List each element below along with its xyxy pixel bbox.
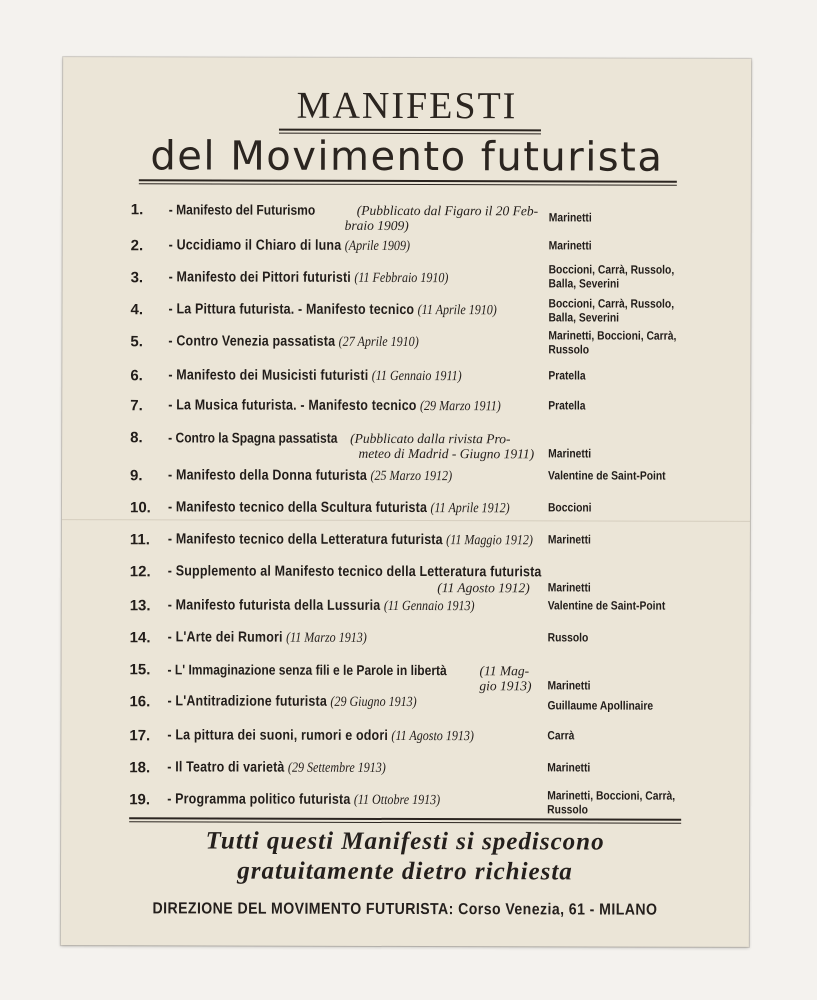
item-authors: Pratella xyxy=(548,368,586,383)
list-item xyxy=(129,788,689,817)
item-title: - Manifesto tecnico della Letteratura futurista xyxy=(167,531,443,549)
item-title: - Manifesto del Futurismo xyxy=(168,201,316,218)
item-date: (Aprile 1909) xyxy=(344,238,411,255)
item-date: (Pubblicato dalla rivista Pro- xyxy=(350,430,511,447)
list-item xyxy=(129,727,689,745)
item-number: 15. xyxy=(129,661,151,679)
list-item xyxy=(130,296,691,325)
item-number: 1. xyxy=(130,201,144,219)
item-date: (29 Settembre 1913) xyxy=(287,760,386,776)
list-item xyxy=(130,328,690,357)
item-authors: Marinetti, Boccioni, Carrà, Russolo xyxy=(547,788,676,817)
item-date: (29 Marzo 1911) xyxy=(420,399,501,415)
list-item xyxy=(130,237,691,255)
item-number: 10. xyxy=(129,499,151,517)
item-date: (11 Maggio 1912) xyxy=(446,533,533,549)
item-authors: Carrà xyxy=(547,728,575,743)
item-title: - La pittura dei suoni, rumori e odori xyxy=(167,727,389,744)
item-authors: Boccioni xyxy=(547,500,592,515)
item-number: 16. xyxy=(129,693,151,711)
item-authors: Guillaume Apollinaire xyxy=(547,698,654,713)
item-date: (11 Gennaio 1911) xyxy=(371,368,462,385)
list-item xyxy=(130,262,691,291)
item-authors: Marinetti xyxy=(547,760,591,775)
item-title: - Contro la Spagna passatista xyxy=(168,429,338,446)
footer-address xyxy=(102,900,707,920)
item-number: 12. xyxy=(129,563,151,581)
item-authors: Valentine de Saint-Point xyxy=(548,468,666,483)
item-date: (11 Ottobre 1913) xyxy=(353,792,441,809)
item-number: 2. xyxy=(130,237,144,255)
item-title: - L'Arte dei Rumori xyxy=(167,629,283,646)
item-title: - La Pittura futurista. - Manifesto tecnico xyxy=(168,301,415,319)
item-date: (25 Marzo 1912) xyxy=(370,468,453,485)
item-title: - Manifesto futurista della Lussuria xyxy=(167,597,381,614)
list-item xyxy=(130,429,690,462)
main-title: MANIFESTI xyxy=(296,84,518,128)
item-title: - Manifesto dei Pittori futuristi xyxy=(168,269,351,286)
item-date: (11 Aprile 1912) xyxy=(430,501,510,517)
item-authors: Marinetti xyxy=(547,532,591,547)
item-authors: Boccioni, Carrà, Russolo, Balla, Severini xyxy=(548,262,675,291)
item-authors: Marinetti xyxy=(547,580,591,595)
item-number: 4. xyxy=(130,301,144,319)
item-authors: Marinetti, Boccioni, Carrà, Russolo xyxy=(548,328,677,357)
item-authors: Marinetti xyxy=(548,238,592,253)
subtitle-rule xyxy=(139,179,677,185)
list-item xyxy=(129,499,690,517)
list-item xyxy=(129,759,689,777)
item-date: (11 Agosto 1913) xyxy=(391,728,474,745)
item-title: - Manifesto tecnico della Scultura futurista xyxy=(167,499,428,517)
list-item xyxy=(130,467,690,485)
item-number: 7. xyxy=(130,397,143,415)
item-number: 6. xyxy=(130,367,143,385)
item-number: 14. xyxy=(129,629,151,647)
list-item xyxy=(130,397,690,415)
item-authors: Marinetti xyxy=(548,446,592,461)
item-date: (11 Mag- xyxy=(479,663,530,679)
item-title: - Supplemento al Manifesto tecnico della Letteratura futurista xyxy=(167,563,542,581)
item-title: - Manifesto dei Musicisti futuristi xyxy=(168,367,369,384)
item-title: - Il Teatro di varietà xyxy=(167,759,285,776)
list-item xyxy=(129,531,690,549)
item-authors: Pratella xyxy=(548,398,586,413)
item-title: - L'Antitradizione futurista xyxy=(167,693,328,710)
item-title: - Contro Venezia passatista xyxy=(168,333,336,350)
subtitle: del Movimento futurista xyxy=(150,133,664,181)
item-number: 18. xyxy=(129,759,151,777)
item-date: (Pubblicato dal Figaro il 20 Feb- xyxy=(356,202,539,219)
footer-line-1: Tutti questi Manifesti si spediscono xyxy=(205,827,605,856)
item-number: 11. xyxy=(129,531,150,549)
item-date-cont: braio 1909) xyxy=(344,217,409,234)
item-date: (11 Febbraio 1910) xyxy=(354,270,449,287)
manifesto-sheet xyxy=(61,57,751,947)
list-item xyxy=(129,629,690,647)
item-authors: Valentine de Saint-Point xyxy=(547,598,666,613)
list-item xyxy=(129,693,689,713)
footer-direction: DIREZIONE DEL MOVIMENTO FUTURISTA: xyxy=(152,900,454,919)
item-date-cont: meteo di Madrid - Giugno 1911) xyxy=(358,445,535,462)
item-number: 3. xyxy=(130,269,144,287)
item-date: (11 Aprile 1910) xyxy=(417,303,497,319)
item-title: - L' Immaginazione senza fili e le Parole in libertà xyxy=(167,661,447,679)
item-number: 9. xyxy=(130,467,143,485)
footer-line-2: gratuitamente dietro richiesta xyxy=(237,857,573,886)
item-title: - La Musica futurista. - Manifesto tecnico xyxy=(168,397,417,415)
item-title: - Manifesto della Donna futurista xyxy=(168,467,368,484)
footer-street: Corso Venezia, 61 - MILANO xyxy=(458,901,658,919)
list-item xyxy=(130,201,691,234)
item-number: 13. xyxy=(129,597,151,615)
item-authors: Russolo xyxy=(547,630,589,645)
list-item xyxy=(129,661,690,694)
item-number: 8. xyxy=(130,429,143,447)
item-number: 5. xyxy=(130,333,143,351)
item-number: 19. xyxy=(129,791,151,809)
item-date: (11 Agosto 1912) xyxy=(437,580,530,596)
item-authors: Marinetti xyxy=(548,210,592,225)
item-number: 17. xyxy=(129,727,151,745)
item-authors: Marinetti xyxy=(547,678,591,693)
item-date: (11 Marzo 1913) xyxy=(286,630,367,646)
footer-rule xyxy=(129,817,681,823)
item-date: (29 Giugno 1913) xyxy=(330,694,417,711)
list-item xyxy=(129,597,690,615)
item-date: (27 Aprile 1910) xyxy=(338,334,419,351)
item-title: - Uccidiamo il Chiaro di luna xyxy=(168,237,342,254)
item-authors: Boccioni, Carrà, Russolo, Balla, Severini xyxy=(548,296,675,325)
item-date-cont: gio 1913) xyxy=(479,678,532,694)
list-item xyxy=(129,563,690,596)
list-item xyxy=(130,367,690,385)
item-title: - Programma politico futurista xyxy=(167,791,351,808)
item-date: (11 Gennaio 1913) xyxy=(383,598,475,615)
